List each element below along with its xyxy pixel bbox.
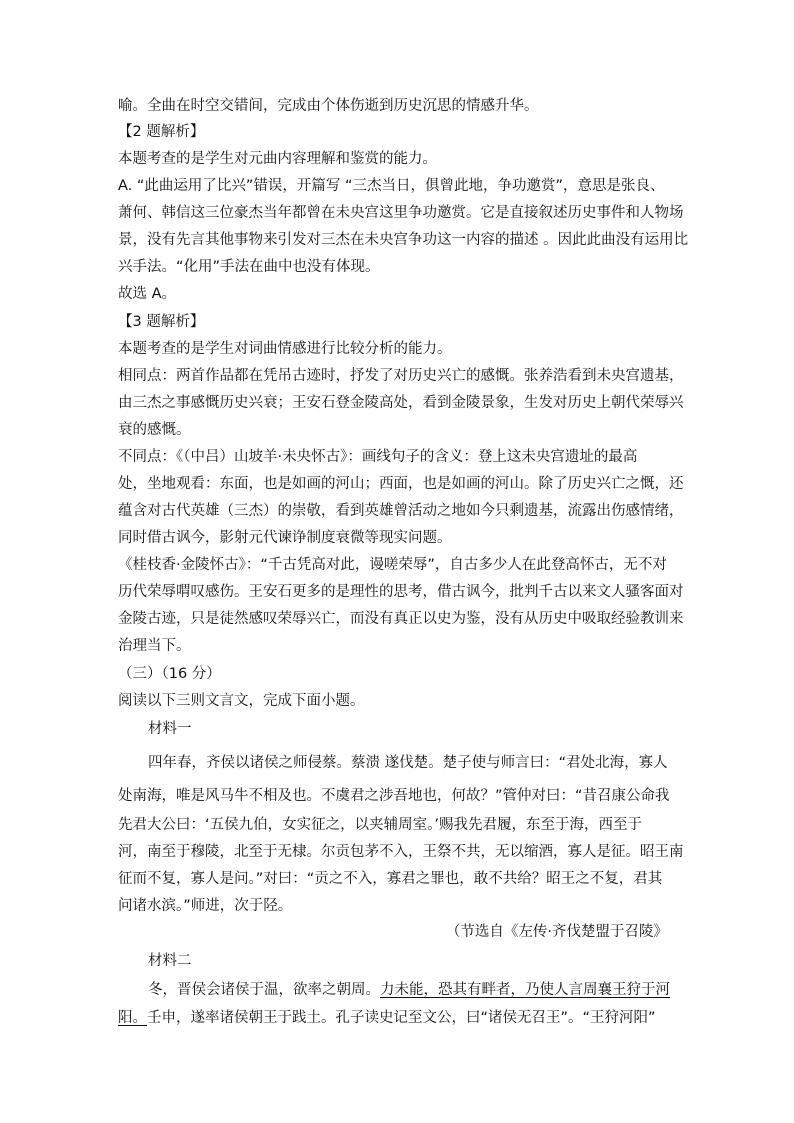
underlined-sentence: 阳。 xyxy=(118,1010,147,1026)
q2-line: 景，没有先言其他事物来引发对三杰在未央宫争功这一内容的描述 。因此此曲没有运用比 xyxy=(118,232,689,248)
q3-line: 同时借古讽今，影射元代谏诤制度衰微等现实问题。 xyxy=(118,530,452,546)
q3-line: 由三杰之事感慨历史兴衰；王安石登金陵高处，看到金陵景象，生发对历史上朝代荣辱兴 xyxy=(118,395,684,411)
material-one-line: 处南海，唯是风马牛不相及也。不虞君之涉吾地也，何故？”管仲对曰：“昔召康公命我 xyxy=(118,788,670,804)
material-one-line: 征而不复，寡人是问。”对曰：“贡之不入，寡君之罪也，敢不共给？昭王之不复，君其 xyxy=(118,871,663,887)
q3-line: 相同点：两首作品都在凭吊古迹时，抒发了对历史兴亡的感慨。张养浩看到未央宫遗基， xyxy=(118,368,684,384)
closing-line: 喻。全曲在时空交错间，完成由个体伤逝到历史沉思的情感升华。 xyxy=(118,98,539,114)
material-two-title: 材料二 xyxy=(148,953,192,969)
q2-intro: 本题考查的是学生对元曲内容理解和鉴赏的能力。 xyxy=(118,151,437,167)
q3-line: 处，坐地观看：东面，也是如画的河山；西面，也是如画的河山。除了历史兴亡之慨，还 xyxy=(118,476,684,492)
material-two-line xyxy=(118,1009,656,1027)
q3-line: 治理当下。 xyxy=(118,638,191,654)
section-heading: （三）（16 分） xyxy=(118,666,221,682)
q3-line: 历代荣辱喟叹感伤。王安石更多的是理性的思考，借古讽今，批判千古以来文人骚客面对 xyxy=(118,584,684,600)
material-one-source: （节选自《左传·齐伐楚盟于召陵》 xyxy=(445,924,668,940)
q2-heading: 【2 题解析】 xyxy=(118,124,205,140)
q2-line: 兴手法。“化用”手法在曲中也没有体现。 xyxy=(118,259,380,275)
material-one-title: 材料一 xyxy=(148,721,192,737)
material-one-line: 先君大公曰：‘五侯九伯，女实征之，以夹辅周室。’赐我先君履，东至于海，西至于 xyxy=(118,817,642,833)
q3-intro: 本题考查的是学生对词曲情感进行比较分析的能力。 xyxy=(118,341,452,357)
q3-line: 衰的感慨。 xyxy=(118,422,191,438)
q3-heading: 【3 题解析】 xyxy=(118,314,205,330)
q3-line: 金陵古迹，只是徒然感叹荣辱兴亡，而没有真正以史为鉴，没有从历史中吸取经验教训来 xyxy=(118,611,684,627)
q2-answer: 故选 A。 xyxy=(118,286,177,302)
underlined-sentence: 力未能，恐其有畔者，乃使人言周襄王狩于河 xyxy=(380,982,670,998)
section-instruction: 阅读以下三则文言文，完成下面小题。 xyxy=(118,693,365,709)
material-one-line: 四年春，齐侯以诸侯之师侵蔡。蔡溃 遂伐楚。楚子使与师言曰：“君处北海，寡人 xyxy=(148,755,668,771)
material-one-line: 问诸水滨。”师进，次于陉。 xyxy=(118,898,293,914)
plain-text: 壬申，遂率诸侯朝王于践土。孔子读史记至文公，曰“诸侯无召王”。“王狩河阳” xyxy=(147,1010,656,1026)
q2-line: 萧何、韩信这三位豪杰当年都曾在未央宫这里争功邀赏。它是直接叙述历史事件和人物场 xyxy=(118,205,684,221)
q3-line: 蕴含对古代英雄（三杰）的崇敬，看到英雄曾活动之地如今只剩遗基，流露出伤感情绪， xyxy=(118,503,684,519)
q2-line: A. “此曲运用了比兴”错误，开篇写 “三杰当日，俱曾此地，争功邀赏”，意思是张良、 xyxy=(118,178,665,194)
material-one-line: 河，南至于穆陵，北至于无棣。尔贡包茅不入，王祭不共，无以缩酒，寡人是征。昭王南 xyxy=(118,844,684,860)
plain-text: 冬，晋侯会诸侯于温，欲率之朝周。 xyxy=(148,982,380,998)
q3-line: 不同点：《（中吕）山坡羊·未央怀古》：画线句子的含义：登上这未央宫遗址的最高 xyxy=(118,449,638,465)
material-two-line xyxy=(148,981,670,999)
q3-line: 《桂枝香·金陵怀古》：“千古凭高对此，谩嗟荣辱”，自古多少人在此登高怀古，无不对 xyxy=(118,557,667,573)
